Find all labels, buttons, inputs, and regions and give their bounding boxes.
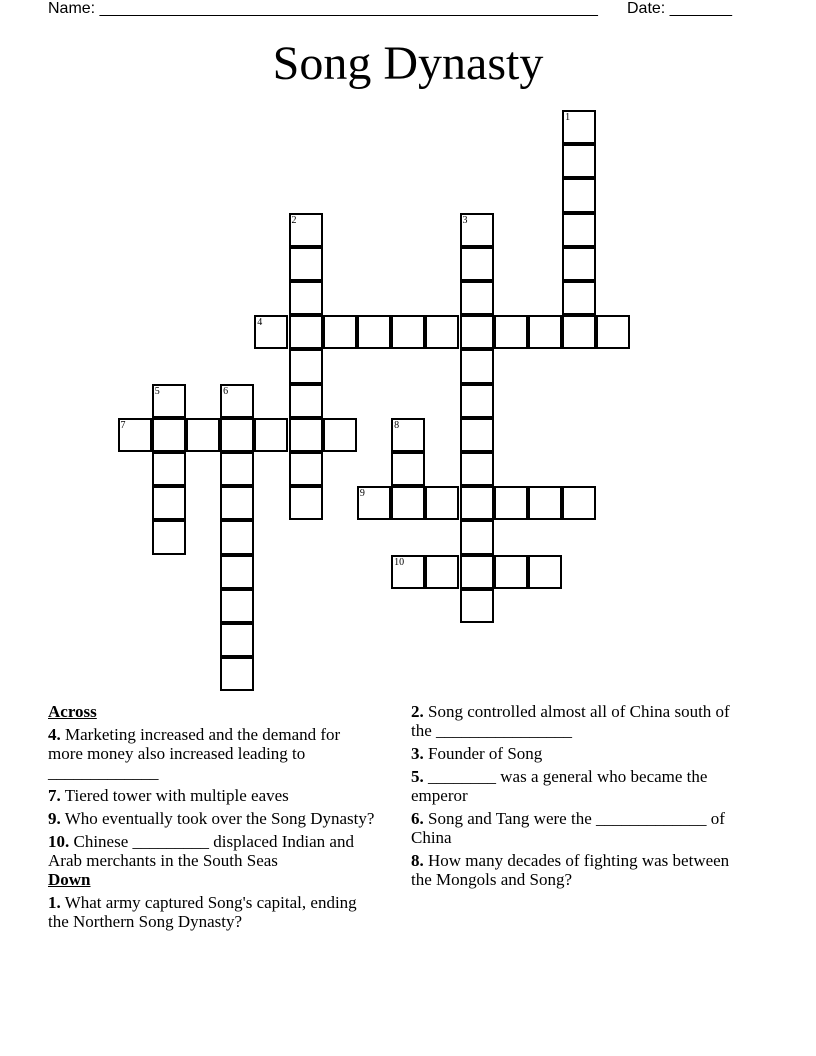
crossword-cell[interactable] bbox=[289, 452, 323, 486]
crossword-cell[interactable] bbox=[425, 315, 459, 349]
crossword-cell[interactable] bbox=[460, 452, 494, 486]
cell-number: 10 bbox=[394, 556, 405, 568]
crossword-cell[interactable] bbox=[460, 213, 494, 247]
crossword-cell[interactable] bbox=[460, 281, 494, 315]
crossword-cell[interactable] bbox=[357, 315, 391, 349]
down-clue bbox=[411, 702, 741, 740]
down-clue bbox=[411, 767, 741, 805]
clue-number: 3. bbox=[411, 744, 424, 763]
clue-text: Founder of Song bbox=[423, 744, 543, 763]
across-clue bbox=[48, 725, 378, 782]
crossword-cell[interactable] bbox=[460, 520, 494, 554]
crossword-cell[interactable] bbox=[289, 315, 323, 349]
clue-text: Tiered tower with multiple eaves bbox=[60, 786, 289, 805]
crossword-cell[interactable] bbox=[460, 486, 494, 520]
clue-number: 6. bbox=[411, 809, 424, 828]
crossword-cell[interactable] bbox=[289, 247, 323, 281]
clue-text: What army captured Song's capital, ending the Northern Song Dynasty? bbox=[48, 893, 357, 931]
crossword-cell[interactable] bbox=[425, 555, 459, 589]
crossword-cell[interactable] bbox=[220, 384, 254, 418]
page-title: Song Dynasty bbox=[272, 37, 544, 90]
crossword-cell[interactable] bbox=[425, 486, 459, 520]
crossword-cell[interactable] bbox=[596, 315, 630, 349]
clue-text: How many decades of fighting was between the Mongols and Song? bbox=[411, 851, 730, 889]
cell-number: 7 bbox=[120, 419, 126, 431]
crossword-cell[interactable] bbox=[562, 213, 596, 247]
crossword-cell[interactable] bbox=[562, 486, 596, 520]
crossword-cell[interactable] bbox=[152, 520, 186, 554]
crossword-cell[interactable] bbox=[460, 555, 494, 589]
crossword-cell[interactable] bbox=[562, 144, 596, 178]
clue-number: 10. bbox=[48, 832, 70, 851]
clue-text: Marketing increased and the demand for more money also increased leading to _____________ bbox=[48, 725, 341, 782]
clue-number: 2. bbox=[411, 702, 424, 721]
crossword-cell[interactable] bbox=[152, 486, 186, 520]
crossword-cell[interactable] bbox=[460, 247, 494, 281]
crossword-cell[interactable] bbox=[186, 418, 220, 452]
across-clue bbox=[48, 786, 378, 805]
crossword-cell[interactable] bbox=[289, 486, 323, 520]
clue-number: 5. bbox=[411, 767, 424, 786]
crossword-cell[interactable] bbox=[562, 178, 596, 212]
across-clue bbox=[48, 832, 378, 870]
crossword-cell[interactable] bbox=[494, 486, 528, 520]
crossword-cell[interactable] bbox=[460, 418, 494, 452]
name-field-label: Name: ________________________________________________________ bbox=[48, 0, 598, 17]
crossword-cell[interactable] bbox=[220, 486, 254, 520]
crossword-cell[interactable] bbox=[289, 281, 323, 315]
crossword-cell[interactable] bbox=[528, 555, 562, 589]
crossword-cell[interactable] bbox=[220, 589, 254, 623]
cell-number: 1 bbox=[565, 112, 571, 123]
clue-number: 9. bbox=[48, 809, 61, 828]
crossword-cell[interactable] bbox=[562, 315, 596, 349]
down-clue bbox=[411, 744, 741, 763]
clue-number: 1. bbox=[48, 893, 61, 912]
down-clue bbox=[48, 893, 378, 931]
crossword-cell[interactable] bbox=[220, 657, 254, 691]
crossword-cell[interactable] bbox=[220, 452, 254, 486]
crossword-cell[interactable] bbox=[528, 486, 562, 520]
crossword-cell[interactable] bbox=[391, 452, 425, 486]
clue-number: 4. bbox=[48, 725, 61, 744]
cell-number: 5 bbox=[154, 385, 160, 397]
cell-number: 9 bbox=[359, 488, 365, 500]
crossword-cell[interactable] bbox=[357, 486, 391, 520]
clue-number: 7. bbox=[48, 786, 61, 805]
across-clue bbox=[48, 809, 378, 828]
clue-text: Who eventually took over the Song Dynasty? bbox=[60, 809, 375, 828]
across-heading: Across bbox=[48, 702, 97, 721]
crossword-cell[interactable] bbox=[254, 315, 288, 349]
crossword-cell[interactable] bbox=[220, 555, 254, 589]
crossword-cell[interactable] bbox=[460, 349, 494, 383]
cell-number: 4 bbox=[257, 317, 263, 329]
clue-text: Chinese _________ displaced Indian and Arab merchants in the South Seas bbox=[48, 832, 354, 870]
crossword-cell[interactable] bbox=[289, 384, 323, 418]
crossword-cell[interactable] bbox=[460, 384, 494, 418]
down-heading: Down bbox=[48, 870, 91, 889]
crossword-cell[interactable] bbox=[152, 418, 186, 452]
date-field-label: Date: _______ bbox=[627, 0, 732, 17]
crossword-cell[interactable] bbox=[562, 281, 596, 315]
crossword-cell[interactable] bbox=[289, 213, 323, 247]
cell-number: 3 bbox=[462, 214, 468, 226]
crossword-cell[interactable] bbox=[323, 418, 357, 452]
crossword-cell[interactable] bbox=[254, 418, 288, 452]
crossword-cell[interactable] bbox=[152, 452, 186, 486]
crossword-cell[interactable] bbox=[391, 555, 425, 589]
crossword-cell[interactable] bbox=[220, 418, 254, 452]
crossword-cell[interactable] bbox=[494, 315, 528, 349]
crossword-cell[interactable] bbox=[391, 418, 425, 452]
clue-text: Song controlled almost all of China south of the ________________ bbox=[411, 702, 730, 740]
clues-right-column bbox=[411, 702, 741, 893]
cell-number: 2 bbox=[291, 214, 297, 226]
cell-number: 6 bbox=[223, 385, 229, 397]
crossword-cell[interactable] bbox=[220, 623, 254, 657]
cell-number: 8 bbox=[394, 419, 400, 431]
crossword-cell[interactable] bbox=[460, 589, 494, 623]
clue-number: 8. bbox=[411, 851, 424, 870]
crossword-cell[interactable] bbox=[562, 247, 596, 281]
down-clue bbox=[411, 809, 741, 847]
crossword-cell[interactable] bbox=[460, 315, 494, 349]
crossword-cell[interactable] bbox=[220, 520, 254, 554]
crossword-cell[interactable] bbox=[494, 555, 528, 589]
clue-text: Song and Tang were the _____________ of China bbox=[411, 809, 725, 847]
crossword-cell[interactable] bbox=[323, 315, 357, 349]
clue-text: ________ was a general who became the emperor bbox=[411, 767, 708, 805]
crossword-cell[interactable] bbox=[289, 418, 323, 452]
crossword-cell[interactable] bbox=[391, 315, 425, 349]
crossword-cell[interactable] bbox=[562, 110, 596, 144]
crossword-cell[interactable] bbox=[528, 315, 562, 349]
down-clue bbox=[411, 851, 741, 889]
crossword-cell[interactable] bbox=[118, 418, 152, 452]
crossword-cell[interactable] bbox=[289, 349, 323, 383]
crossword-cell[interactable] bbox=[391, 486, 425, 520]
clues-left-column bbox=[48, 702, 378, 935]
crossword-cell[interactable] bbox=[152, 384, 186, 418]
